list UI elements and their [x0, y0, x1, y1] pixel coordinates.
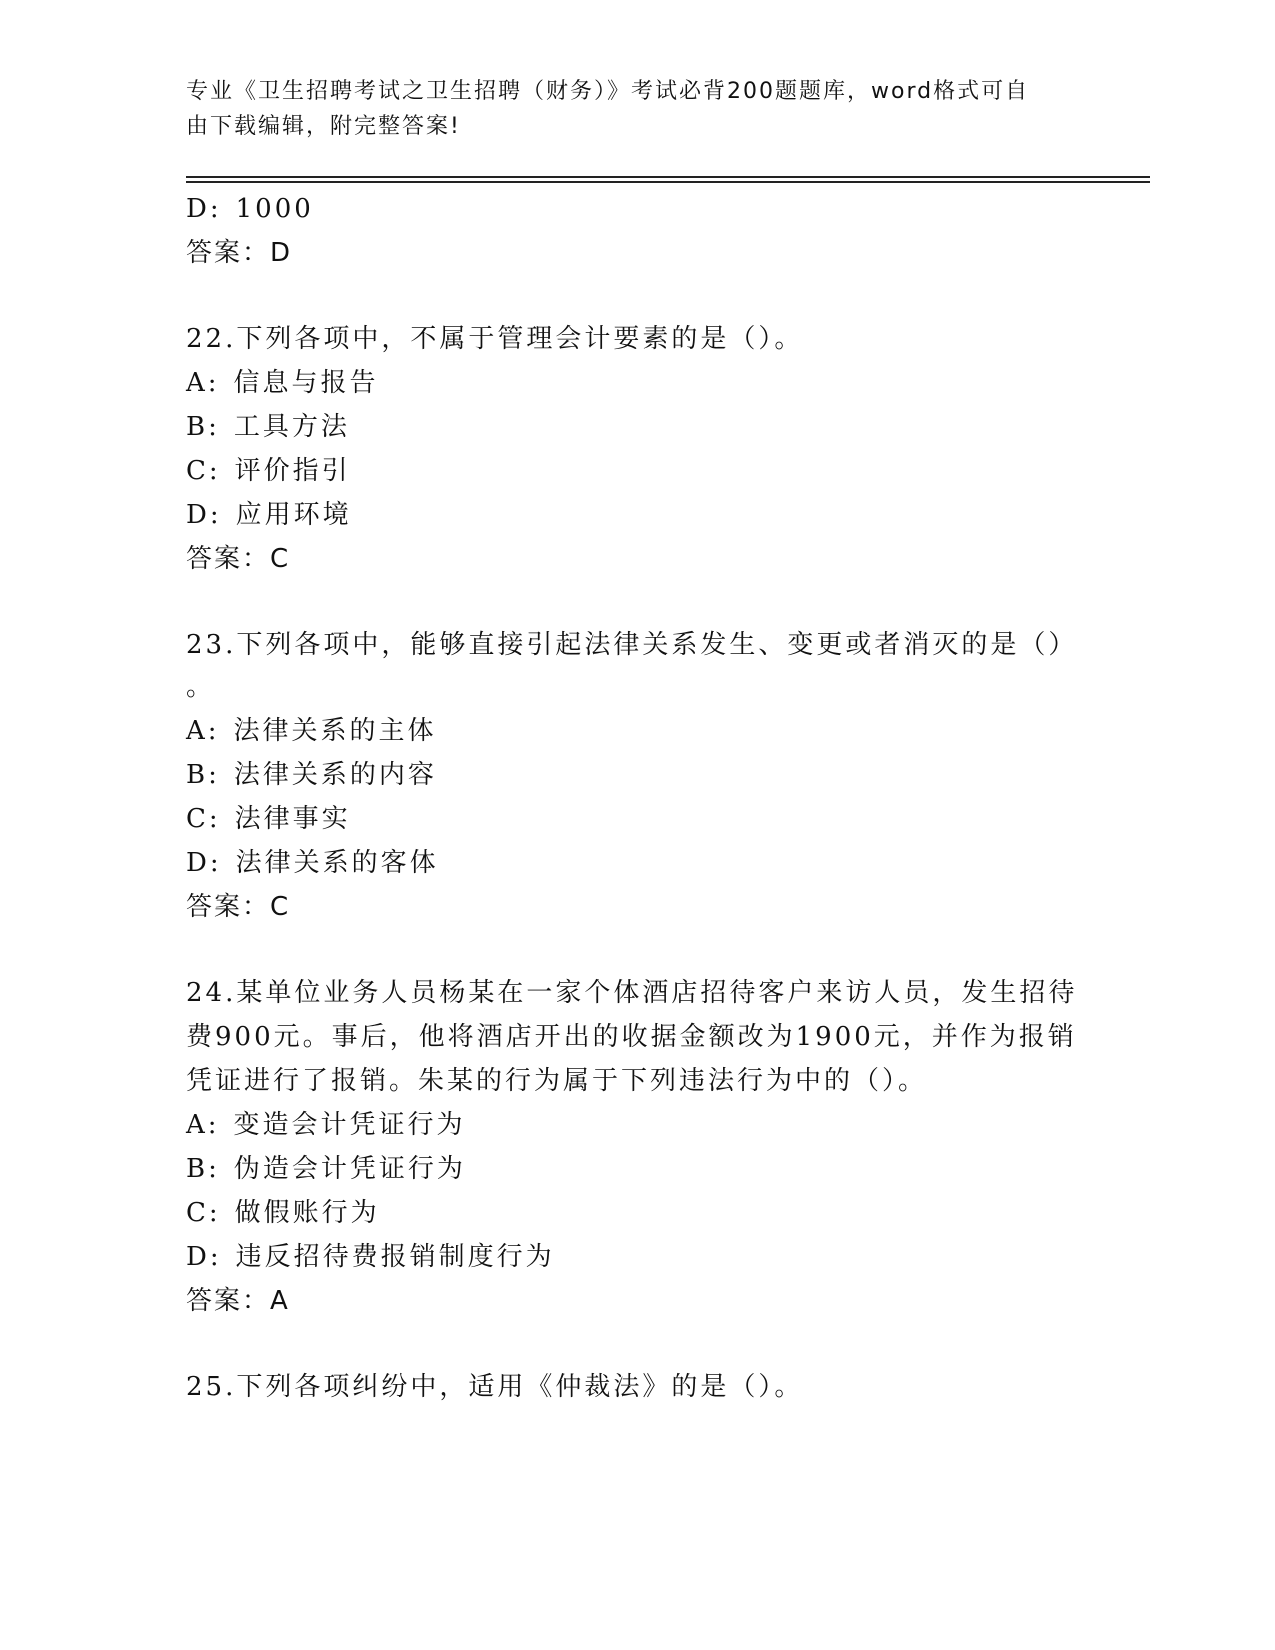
q22-answer: 答案：C — [186, 544, 291, 574]
option-label: B: — [186, 412, 220, 442]
q25-stem: 25.下列各项纠纷中，适用《仲裁法》的是（）。 — [186, 1372, 804, 1402]
q22-stem: 22.下列各项中，不属于管理会计要素的是（）。 — [186, 324, 804, 354]
q22-option-d — [186, 498, 352, 532]
option-text: 应用环境 — [235, 500, 352, 530]
header-line-2: 由下载编辑，附完整答案! — [186, 114, 461, 139]
option-label: C: — [186, 804, 221, 834]
header-divider-top — [186, 176, 1150, 178]
option-label: C: — [186, 456, 221, 486]
q23-option-b — [186, 758, 437, 792]
option-label: D: — [186, 848, 222, 878]
option-text: 工具方法 — [233, 412, 350, 442]
option-label: A: — [186, 368, 220, 398]
option-text: 违反招待费报销制度行为 — [235, 1242, 555, 1272]
document-header — [186, 74, 1066, 144]
option-label: D: — [186, 500, 222, 530]
q24-option-b — [186, 1152, 466, 1186]
q23-option-a — [186, 714, 437, 748]
option-text: 评价指引 — [234, 456, 351, 486]
option-text: 法律关系的主体 — [233, 716, 437, 746]
option-text: 变造会计凭证行为 — [233, 1110, 466, 1140]
option-label: D: — [186, 1242, 222, 1272]
option-text: 法律关系的内容 — [233, 760, 437, 790]
option-text: 1000 — [235, 194, 314, 224]
option-label: A: — [186, 1110, 220, 1140]
q24-option-c — [186, 1196, 380, 1230]
q22-option-a — [186, 366, 379, 400]
option-text: 伪造会计凭证行为 — [233, 1154, 466, 1184]
option-label: B: — [186, 760, 220, 790]
option-text: 信息与报告 — [233, 368, 379, 398]
option-text: 法律关系的客体 — [235, 848, 439, 878]
q24-stem-line-1: 24.某单位业务人员杨某在一家个体酒店招待客户来访人员，发生招待 — [186, 978, 1078, 1008]
option-label: D: — [186, 194, 222, 224]
q23-option-d — [186, 846, 439, 880]
q22-option-c — [186, 454, 351, 488]
q24-stem-line-3: 凭证进行了报销。朱某的行为属于下列违法行为中的（）。 — [186, 1066, 928, 1096]
q24-answer: 答案：A — [186, 1286, 290, 1316]
q23-answer: 答案：C — [186, 892, 291, 922]
option-label: B: — [186, 1154, 220, 1184]
q22-option-b — [186, 410, 350, 444]
option-label: A: — [186, 716, 220, 746]
header-divider-bottom — [186, 181, 1150, 183]
q23-option-c — [186, 802, 351, 836]
prev-option-d — [186, 192, 314, 226]
q24-option-d — [186, 1240, 555, 1274]
option-label: C: — [186, 1198, 221, 1228]
q23-stem-line-2: 。 — [186, 672, 216, 702]
q23-stem-line-1: 23.下列各项中，能够直接引起法律关系发生、变更或者消灭的是（） — [186, 630, 1078, 660]
header-line-1: 专业《卫生招聘考试之卫生招聘（财务）》考试必背200题题库，word格式可自 — [186, 79, 1030, 104]
prev-answer: 答案：D — [186, 238, 293, 268]
option-text: 做假账行为 — [234, 1198, 380, 1228]
q24-option-a — [186, 1108, 466, 1142]
option-text: 法律事实 — [234, 804, 351, 834]
q24-stem-line-2: 费900元。事后，他将酒店开出的收据金额改为1900元，并作为报销 — [186, 1022, 1077, 1052]
